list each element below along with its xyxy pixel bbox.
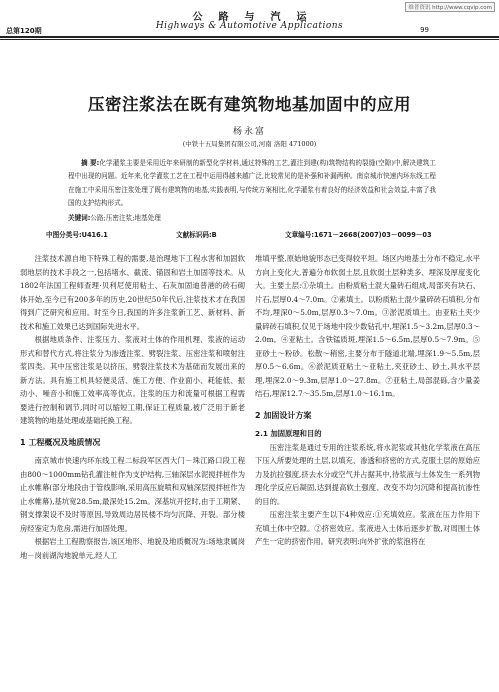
header-rule	[0, 36, 499, 38]
journal-title-english: Highways & Automotive Applications	[155, 21, 344, 31]
intro-paragraph-1: 注浆技术源自地下特殊工程的需要,是治理地下工程水害和加固软弱地层的技术手段之一,包括堵水、截流、锚固和岩土加固等技术。从1802年法国工程师查理·贝利尼使用粘土、石灰加固迪普港的砖石砌体开始,至今已有200多年的历史,20世纪50年代后,注浆技术才在我国得到广泛研究和应用。时至今日,我国的许多注浆新工艺、新材料、新技术和施工效果已达到国际先进水平。	[20, 254, 245, 331]
section-1-heading: 1 工程概况及地质情况	[20, 437, 101, 447]
journal-title: 公路与汽运	[192, 12, 323, 23]
issue-number: 总第120期	[6, 27, 42, 35]
article-title: 压密注浆法在既有建筑物地基加固中的应用	[88, 95, 411, 114]
right-column	[255, 252, 480, 549]
header-rule-thin	[0, 39, 499, 40]
geology-paragraph: 堆填平整,原始地貌形态已变得较平坦。场区内地基土分布不稳定,水平方向上变化大,普遍分布软弱土层,且软弱土层种类多、埋深及厚度变化大。主要土层:①杂填土。由粉质粘土混大量砖石组成,局部夹有块石、片石,层厚0.4～7.0m。②素填土。以粉质粘土混少量碎砖石填积,分布不均,埋深0～5.0m,层厚0.3～7.0m。③淤泥质填土。由亚粘土夹少量碎砖石填积,仅见于场地中段少数钻孔中,埋深1.5～3.2m,层厚0.3～2.0m。④亚粘土。含铁锰质斑,埋深1.5～6.5m,层厚0.5～7.9m。⑤亚砂土～粉砂。松散～稍密,主要分布于隧道北端,埋深1.9～5.5m,层厚0.5～6.6m。⑥淤泥质亚粘土～亚粘土,夹亚砂土、砂土,具水平层理,埋深2.0～9.3m,层厚1.0～27.8m。⑦亚粘土,局部混砾,含少量姜结石,埋深12.7～35.5m,层厚1.0～16.1m。	[255, 254, 480, 398]
page-number: 99	[420, 26, 429, 34]
keywords-label: 关键词:	[68, 214, 91, 222]
left-column	[20, 252, 245, 562]
clc-number: 中图分类号:U416.1	[46, 231, 108, 239]
affiliation: (中铁十五局集团有限公司,河南 洛阳 471000)	[182, 140, 317, 148]
section-2-1-heading: 2.1 加固原理和目的	[255, 429, 322, 438]
section-2-1-paragraph-1: 压密注浆是通过专用的注浆系统,将水泥浆或其他化学浆液在高压下压入所要处理的土层,以填充、渗透和挤密的方式,克服土层的原始应力及抗拉强度,挤去水分或空气并占据其中,待浆液与土体发生一系列物理化学反应后凝固,达到提高软土强度、改变不均匀沉降和提高抗渗性的目的。	[255, 442, 480, 506]
keywords	[68, 212, 161, 222]
section-2-heading: 2 加固设计方案	[255, 410, 312, 420]
article-number: 文章编号:1671－2668(2007)03－0099－03	[285, 231, 432, 239]
source-watermark: 维普资讯 http://www.cqvip.com	[405, 2, 495, 12]
intro-paragraph-2: 根据地质条件、注浆压力、浆液对土体的作用机理、浆液的运动形式和替代方式,将注浆分为渗透注浆、劈裂注浆、压密注浆和喷射注浆四类。其中压密注浆是以挤压、劈裂注浆技术为基础而发展出来的新方法。具有施工机具轻便灵活、施工方便、作业面小、耗能低、振动小、噪音小和施工效率高等优点。注浆的压力和流量可根据工程需要进行控制和调节,同时可以缩短工期,保证工程质量,被广泛用于新老建筑物的地基处理或基础托换工程。	[20, 335, 245, 425]
document-code: 文献标识码:B	[176, 231, 217, 239]
section-1-paragraph-2: 根据岩土工程勘察报告,该区地形、地貌及地质概况为:场地隶属岗地－岗前湖沟地貌单元,经人工	[20, 537, 245, 560]
keywords-text: 公路;压密注浆;地基处理	[90, 214, 161, 222]
author: 杨永富	[232, 127, 266, 137]
abstract-text: 化学灌浆主要是采用近年来研制的新型化学材料,通过特殊的工艺,灌注到建(构)筑物结构的裂缝(空隙)中,解决建筑工程中出现的问题。近年来,化学灌浆工艺在工程中运用得越来越广泛,比较常见的是补强和补漏两种。南京城市快速内环东线工程在施工中采用压密注浆处理了既有建筑物的地基,实践表明,与传统方案相比,化学灌浆有着良好的经济效益和社会效益,丰富了我国的支护结构形式。	[68, 159, 437, 207]
abstract-label: 摘 要:	[81, 159, 100, 167]
abstract	[68, 157, 436, 210]
section-1-paragraph-1: 南京城市快速内环东线工程二标段军区西大门－珠江路口段工程由800～1000mm钻孔灌注桩作为支护结构,三轴深层水泥搅拌桩作为止水帷幕(部分地段由于管线影响,采用高压旋喷和双轴深层搅拌桩作为止水帷幕),基坑宽28.5m,最深处15.2m。深基坑开挖时,由于工期紧、钢支撑架设不及时等原因,导致周边居民楼不均匀沉降、开裂。部分楼房经鉴定为危房,需进行加固处理。	[20, 456, 245, 533]
section-2-1-paragraph-2: 压密注浆主要产生以下4种效应:①充填效应。浆液在压力作用下充填土体中空隙。②挤密效应。浆液进入土体后逐步扩散,对周围土体产生一定的挤密作用。研究表明:向外扩张的浆泡将在	[255, 510, 480, 546]
